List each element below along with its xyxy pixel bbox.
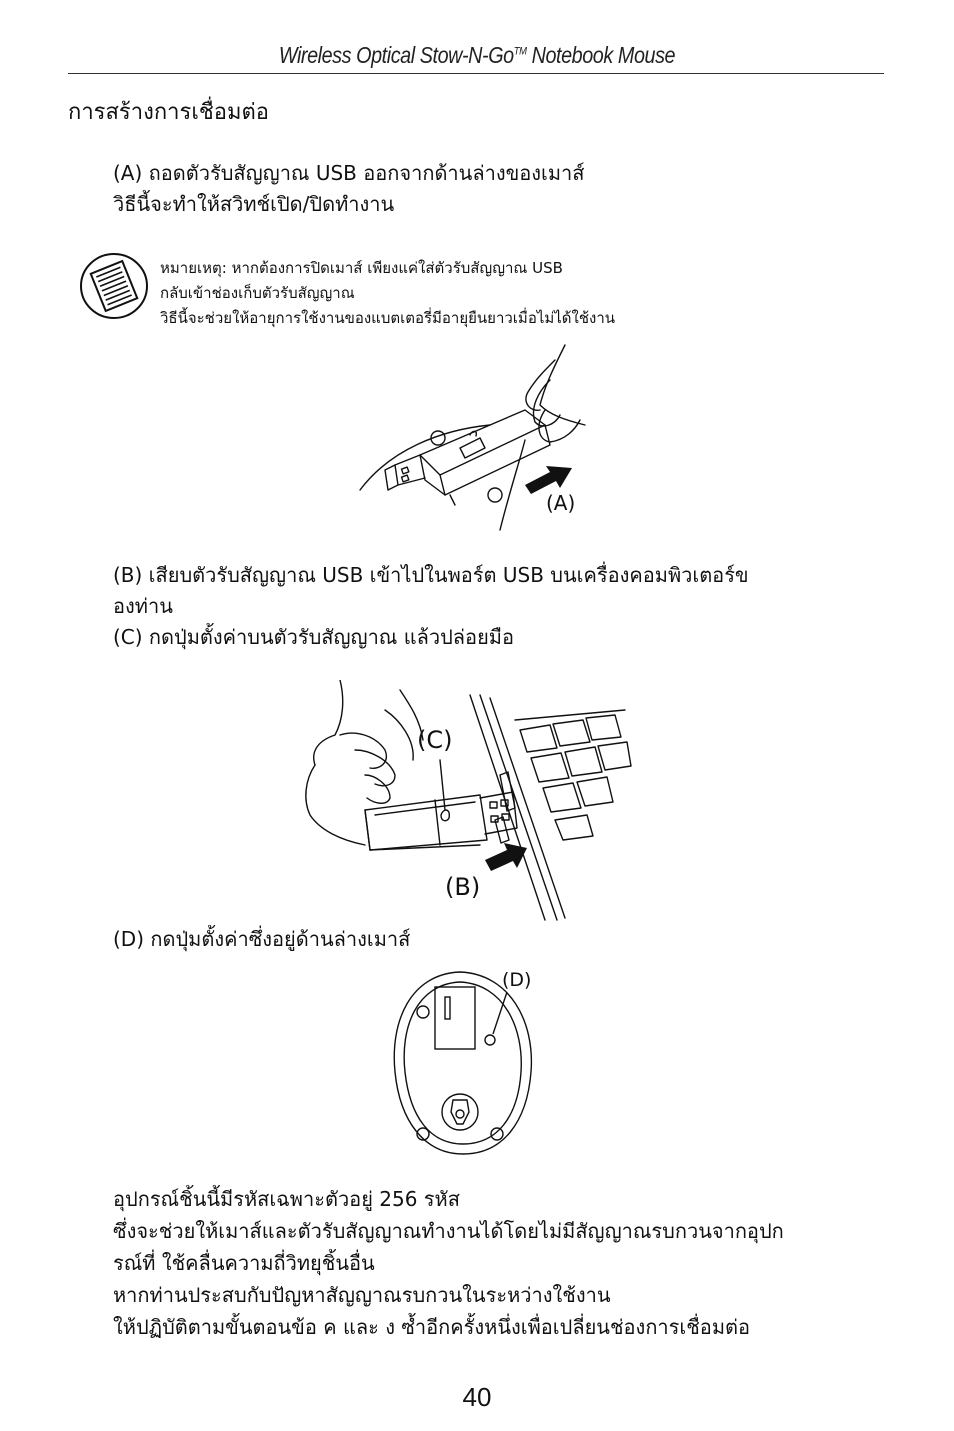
section-heading: การสร้างการเชื่อมต่อ	[68, 100, 269, 125]
header-title-tail: Notebook Mouse	[526, 42, 676, 68]
step-b-line-2: องท่าน	[113, 594, 173, 618]
figure-b-label: (B)	[445, 873, 481, 901]
figure-bc-insert-receiver	[295, 680, 635, 925]
closing-line-4: หากท่านประสบกับปัญหาสัญญาณรบกวนในระหว่างใช้งาน	[113, 1283, 611, 1307]
step-d-line-1: (D) กดปุ่มตั้งค่าซึ่งอยู่ด้านล่างเมาส์	[113, 927, 411, 951]
figure-a-label: (A)	[546, 491, 576, 515]
step-c-line-1: (C) กดปุ่มตั้งค่าบนตัวรับสัญญาณ แล้วปล่อยมือ	[113, 625, 514, 649]
closing-line-2: ซึ่งจะช่วยให้เมาส์และตัวรับสัญญาณทำงานได้โดยไม่มีสัญญาณรบกวนจากอุปก	[113, 1219, 784, 1243]
running-header	[67, 42, 887, 69]
note-block	[160, 256, 615, 331]
note-line-1: หมายเหตุ: หากต้องการปิดเมาส์ เพียงแค่ใส่ตัวรับสัญญาณ USB	[160, 259, 563, 277]
figure-c-label: (C)	[417, 726, 453, 754]
trademark-mark: TM	[513, 45, 527, 58]
header-title-main: Wireless Optical Stow-N-Go	[278, 42, 514, 68]
note-line-2: กลับเข้าช่องเก็บตัวรับสัญญาณ	[160, 284, 355, 302]
closing-line-3: รณ์ที่ ใช้คลื่นความถี่วิทยุชิ้นอื่น	[113, 1251, 375, 1275]
closing-line-1: อุปกรณ์ชิ้นนี้มีรหัสเฉพาะตัวอยู่ 256 รหัส	[113, 1187, 460, 1211]
step-a-line-2: วิธีนี้จะทำให้สวิทช์เปิด/ปิดทำงาน	[113, 192, 395, 216]
figure-d-label: (D)	[502, 969, 532, 991]
step-b-line-1: (B) เสียบตัวรับสัญญาณ USB เข้าไปในพอร์ต USB บนเครื่องคอมพิวเตอร์ข	[113, 563, 749, 587]
closing-line-5: ให้ปฏิบัติตามขั้นตอนข้อ ค และ ง ซ้ำอีกครั้งหนึ่งเพื่อเปลี่ยนช่องการเชื่อมต่อ	[113, 1315, 751, 1339]
figure-a-remove-receiver	[350, 330, 590, 540]
note-book-icon	[79, 252, 149, 320]
page-number: 40	[462, 1382, 492, 1412]
header-rule	[68, 73, 884, 74]
figure-d-mouse-underside	[385, 962, 545, 1162]
step-a-line-1: (A) ถอดตัวรับสัญญาณ USB ออกจากด้านล่างของเมาส์	[113, 161, 585, 185]
note-line-3: วิธีนี้จะช่วยให้อายุการใช้งานของแบตเตอรี่มีอายุยืนยาวเมื่อไม่ได้ใช้งาน	[160, 309, 616, 327]
